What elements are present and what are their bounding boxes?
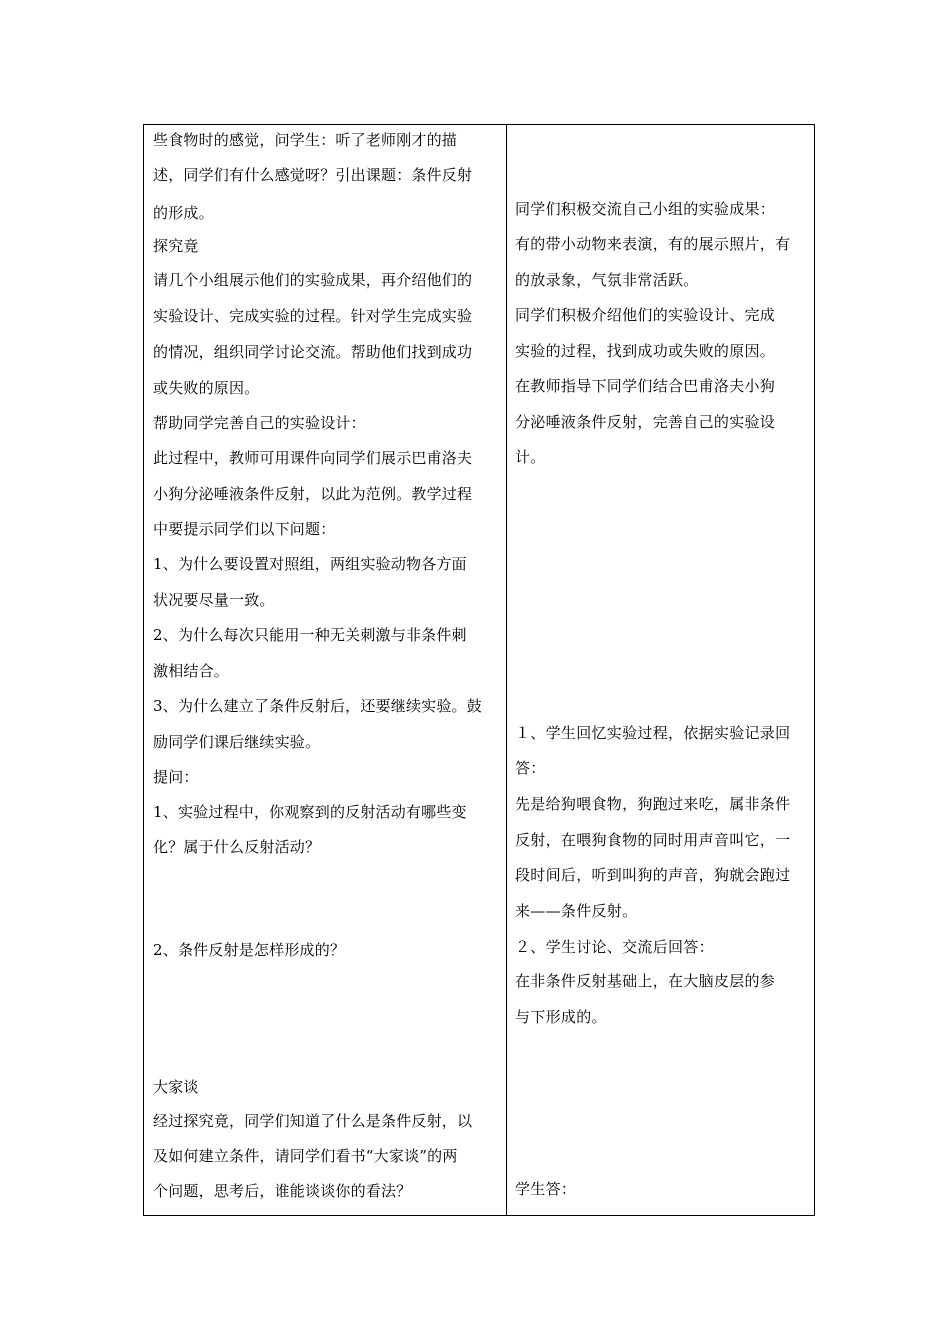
left-line: 请几个小组展示他们的实验成果，再介绍他们的 xyxy=(153,271,473,289)
right-line: 在教师指导下同学们结合巴甫洛夫小狗 xyxy=(515,377,776,395)
right-line: 学生答： xyxy=(515,1180,577,1198)
right-line: 来——条件反射。 xyxy=(515,902,638,920)
right-line: 反射，在喂狗食物的同时用声音叫它，一 xyxy=(515,831,791,849)
left-line: 中要提示同学们以下问题： xyxy=(153,520,336,538)
left-line: 经过探究竟，同学们知道了什么是条件反射，以 xyxy=(153,1112,473,1130)
left-line: 帮助同学完善自己的实验设计： xyxy=(153,414,366,432)
left-line: 个问题，思考后，谁能谈谈你的看法？ xyxy=(153,1182,412,1200)
left-line: 激相结合。 xyxy=(153,662,230,680)
left-line: 1、实验过程中，你观察到的反射活动有哪些变 xyxy=(153,803,467,821)
column-divider xyxy=(506,125,507,1215)
left-line: 及如何建立条件，请同学们看书“大家谈”的两 xyxy=(153,1147,458,1165)
left-line: 实验设计、完成实验的过程。针对学生完成实验 xyxy=(153,307,473,325)
left-line: 或失败的原因。 xyxy=(153,379,260,397)
left-line: 2、条件反射是怎样形成的？ xyxy=(153,941,346,959)
right-line: 同学们积极介绍他们的实验设计、完成 xyxy=(515,306,776,324)
right-line: 的放录象，气氛非常活跃。 xyxy=(515,271,699,289)
right-line: 段时间后，听到叫狗的声音，狗就会跑过 xyxy=(515,866,791,884)
left-line: 的情况，组织同学讨论交流。帮助他们找到成功 xyxy=(153,343,473,361)
left-line: 励同学们课后继续实验。 xyxy=(153,733,321,751)
left-line: 2、为什么每次只能用一种无关刺激与非条件刺 xyxy=(153,626,467,644)
section-heading: 大家谈 xyxy=(153,1078,199,1096)
right-line: 与下形成的。 xyxy=(515,1008,607,1026)
left-line: 化？属于什么反射活动？ xyxy=(153,838,321,856)
right-line: 有的带小动物来表演，有的展示照片，有 xyxy=(515,235,791,253)
left-line: 3、为什么建立了条件反射后，还要继续实验。鼓 xyxy=(153,697,482,715)
right-line: 同学们积极交流自己小组的实验成果： xyxy=(515,200,776,218)
right-line: １、学生回忆实验过程，依据实验记录回 xyxy=(515,724,791,742)
right-line: 先是给狗喂食物，狗跑过来吃，属非条件 xyxy=(515,795,791,813)
left-line: 的形成。 xyxy=(153,204,214,222)
right-line: 分泌唾液条件反射，完善自己的实验设 xyxy=(515,413,776,431)
lesson-table xyxy=(143,124,815,1216)
section-heading: 探究竟 xyxy=(153,237,199,255)
right-line: 实验的过程，找到成功或失败的原因。 xyxy=(515,342,776,360)
left-line: 提问： xyxy=(153,768,199,786)
left-line: 述，同学们有什么感觉呀？引出课题：条件反射 xyxy=(153,166,473,184)
right-line: 计。 xyxy=(515,448,546,466)
left-line: 些食物时的感觉，问学生：听了老师刚才的描 xyxy=(153,131,458,149)
right-line: 答： xyxy=(515,759,546,777)
left-line: 小狗分泌唾液条件反射，以此为范例。教学过程 xyxy=(153,485,473,503)
left-line: 状况要尽量一致。 xyxy=(153,591,275,609)
left-line: 此过程中，教师可用课件向同学们展示巴甫洛夫 xyxy=(153,449,473,467)
right-line: 在非条件反射基础上，在大脑皮层的参 xyxy=(515,972,776,990)
right-line: ２、学生讨论、交流后回答： xyxy=(515,938,714,956)
left-line: 1、为什么要设置对照组，两组实验动物各方面 xyxy=(153,555,467,573)
